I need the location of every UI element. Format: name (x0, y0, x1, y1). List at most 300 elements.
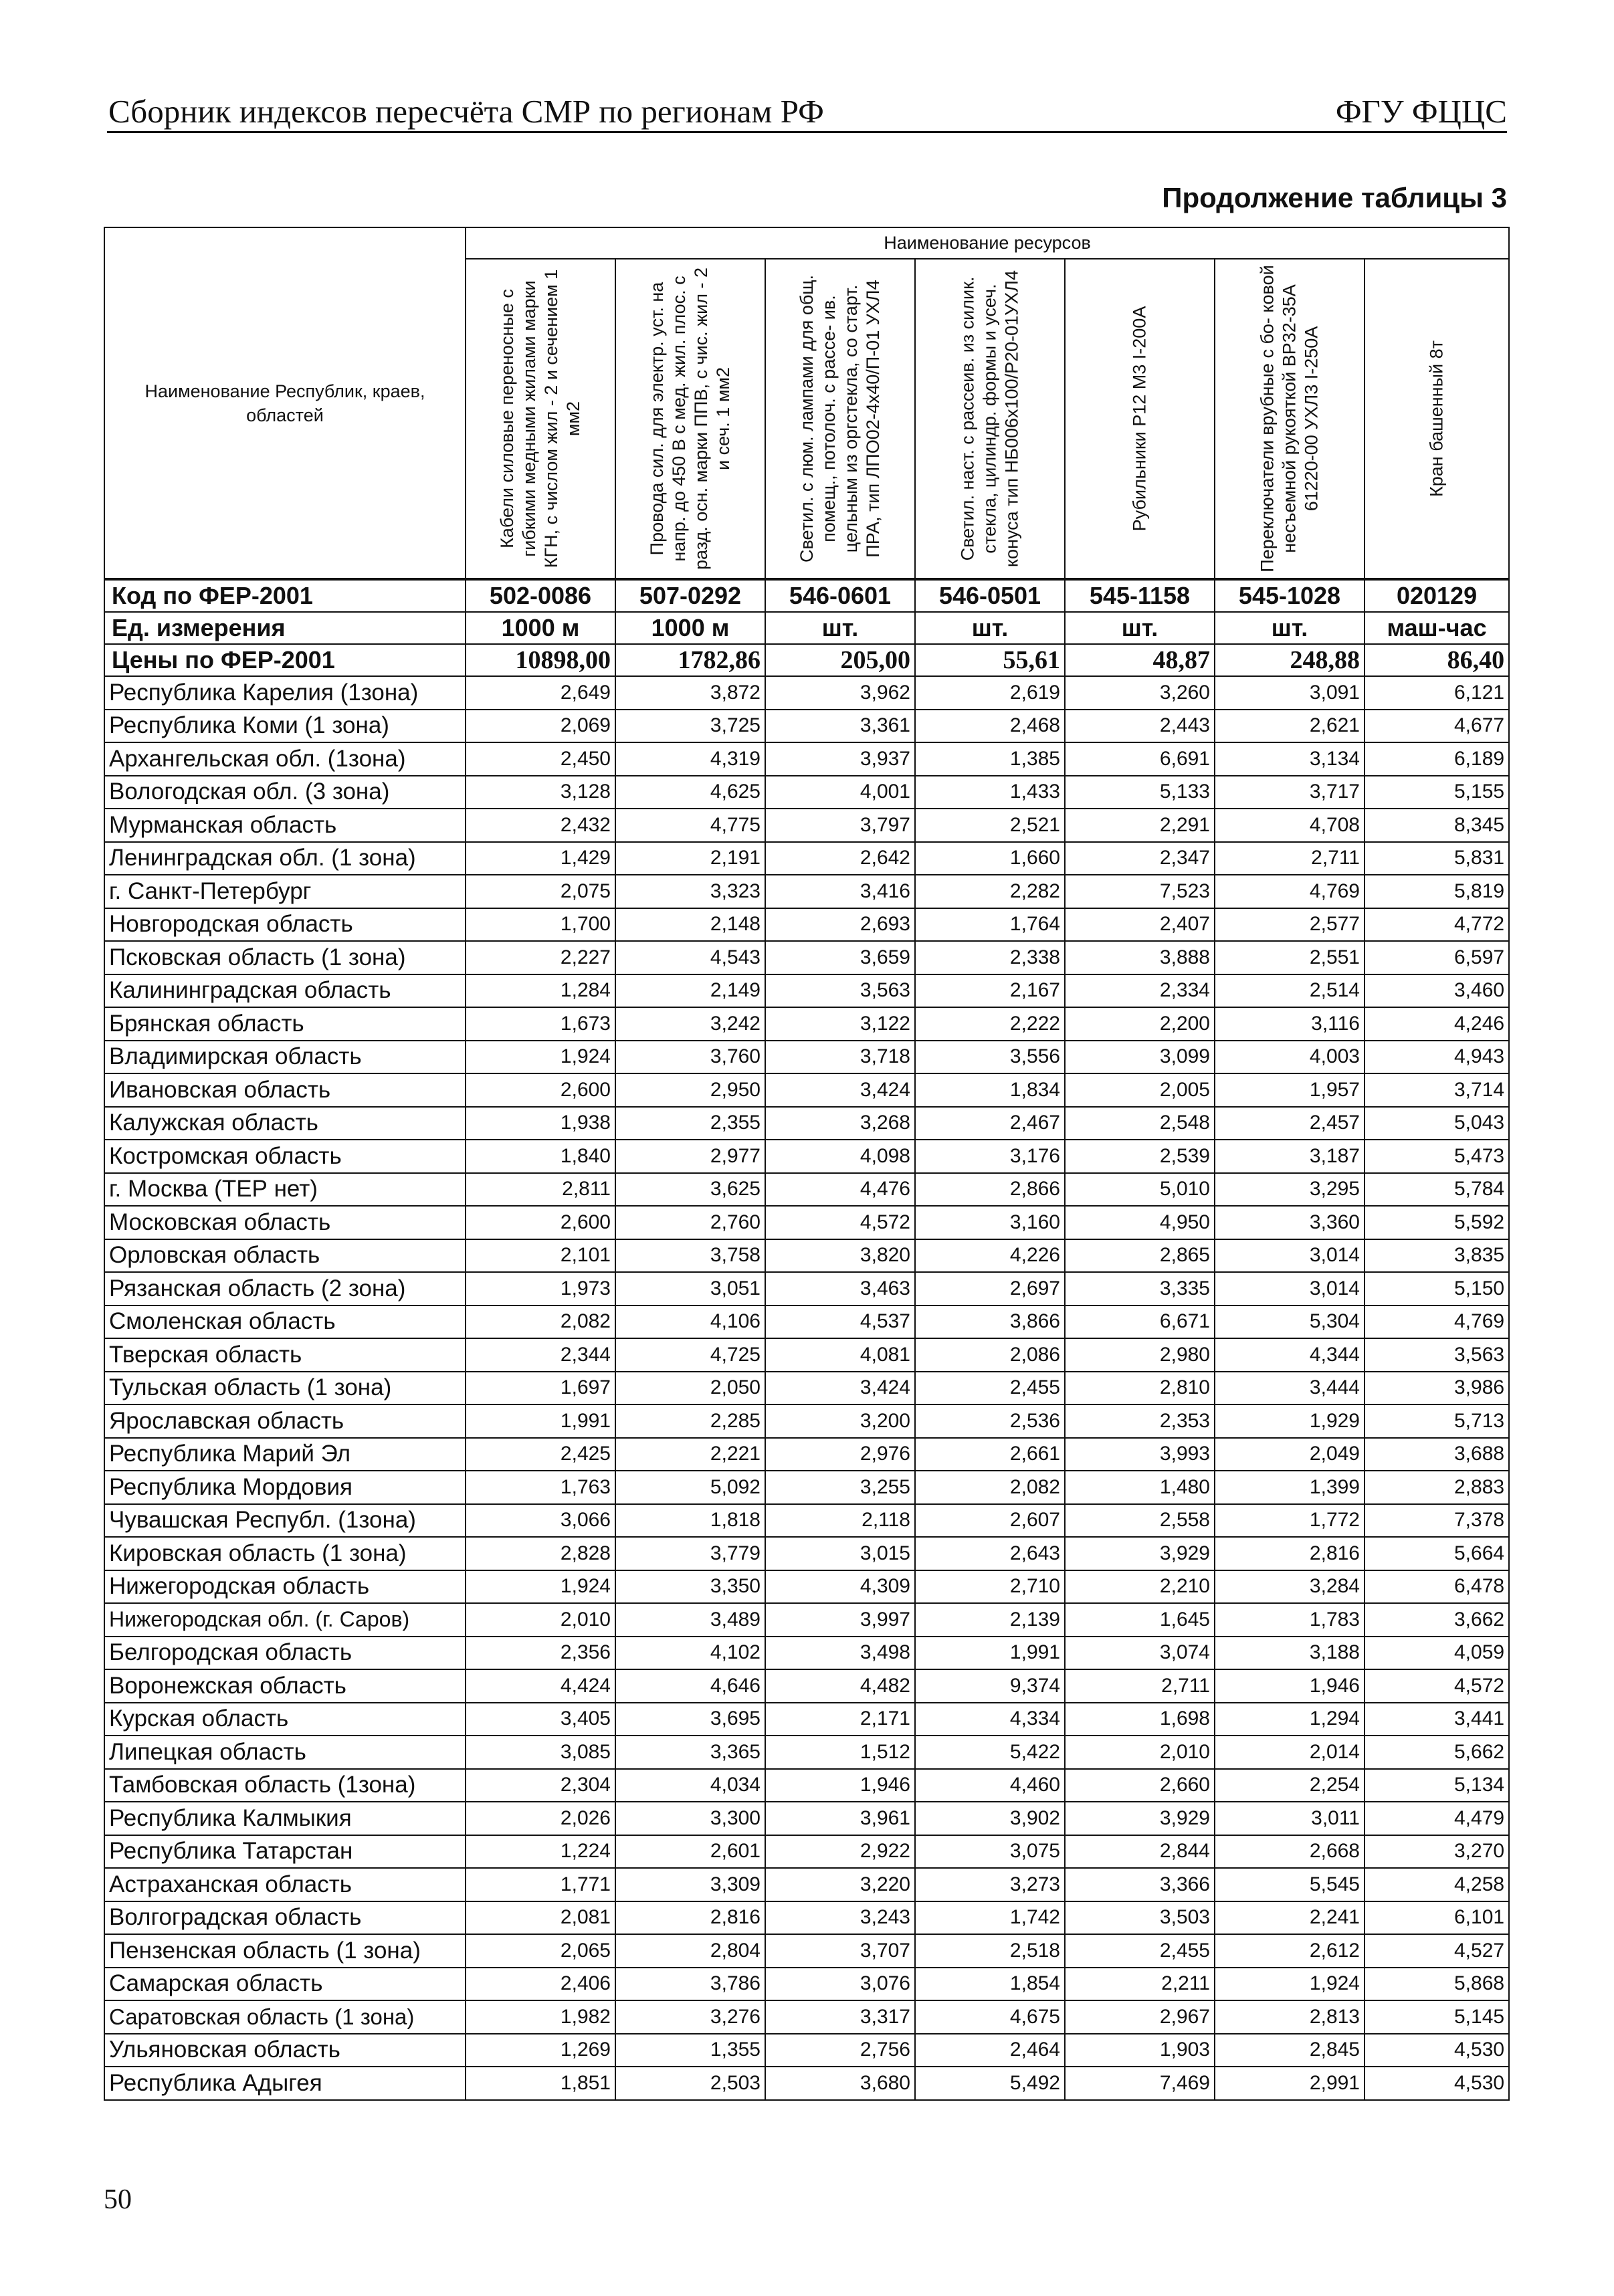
index-value: 1,903 (1065, 2034, 1215, 2067)
index-value: 2,600 (466, 1073, 615, 1107)
index-value: 2,865 (1065, 1239, 1215, 1273)
index-value: 5,784 (1365, 1173, 1509, 1207)
index-value: 3,986 (1365, 1372, 1509, 1405)
index-value: 3,725 (615, 710, 765, 743)
resource-unit: 1000 м (615, 612, 765, 644)
region-name: Калужская область (104, 1107, 466, 1140)
index-value: 2,804 (615, 1934, 765, 1968)
index-value: 3,360 (1215, 1206, 1365, 1239)
index-value: 3,317 (765, 2000, 915, 2034)
index-value: 2,503 (615, 2067, 765, 2100)
index-value: 1,742 (915, 1901, 1065, 1935)
price-row-label: Цены по ФЕР-2001 (104, 644, 466, 676)
index-value: 3,937 (765, 742, 915, 776)
index-value: 2,514 (1215, 974, 1365, 1008)
index-value: 3,888 (1065, 941, 1215, 974)
region-name: г. Санкт-Петербург (104, 875, 466, 908)
index-value: 2,254 (1215, 1769, 1365, 1802)
index-value: 2,347 (1065, 842, 1215, 875)
index-value: 3,556 (915, 1041, 1065, 1074)
index-value: 3,424 (765, 1073, 915, 1107)
index-value: 6,597 (1365, 941, 1509, 974)
resource-unit: 1000 м (466, 612, 615, 644)
region-name: Мурманская область (104, 809, 466, 842)
index-value: 2,285 (615, 1404, 765, 1438)
index-value: 2,976 (765, 1438, 915, 1471)
index-value: 3,220 (765, 1868, 915, 1901)
index-value: 2,407 (1065, 908, 1215, 942)
index-value: 3,200 (765, 1404, 915, 1438)
index-value: 3,160 (915, 1206, 1065, 1239)
index-value: 2,467 (915, 1107, 1065, 1140)
index-value: 4,319 (615, 742, 765, 776)
index-value: 3,176 (915, 1140, 1065, 1173)
index-value: 2,171 (765, 1703, 915, 1736)
region-name: Чувашская Республ. (1зона) (104, 1504, 466, 1538)
index-value: 2,816 (1215, 1537, 1365, 1570)
table-row (104, 1669, 1509, 1703)
table-row (104, 842, 1509, 875)
region-name: Вологодская обл. (3 зона) (104, 776, 466, 809)
index-value: 3,779 (615, 1537, 765, 1570)
table-row (104, 1239, 1509, 1273)
index-value: 4,226 (915, 1239, 1065, 1273)
table-row (104, 1901, 1509, 1935)
resource-code: 546-0501 (915, 579, 1065, 612)
index-value: 2,356 (466, 1637, 615, 1670)
index-value: 5,713 (1365, 1404, 1509, 1438)
region-name: Республика Адыгея (104, 2067, 466, 2100)
region-name: Волгоградская область (104, 1901, 466, 1935)
region-name: Ивановская область (104, 1073, 466, 1107)
region-name: Тверская область (104, 1338, 466, 1372)
table-row (104, 1107, 1509, 1140)
index-value: 2,200 (1065, 1007, 1215, 1041)
region-name: Тульская область (1 зона) (104, 1372, 466, 1405)
index-value: 3,718 (765, 1041, 915, 1074)
index-value: 2,149 (615, 974, 765, 1008)
index-value: 3,786 (615, 1968, 765, 2001)
index-value: 4,059 (1365, 1637, 1509, 1670)
index-value: 4,034 (615, 1769, 765, 1802)
index-value: 1,429 (466, 842, 615, 875)
table-row (104, 1306, 1509, 1339)
index-value: 4,530 (1365, 2034, 1509, 2067)
page-number: 50 (104, 2184, 132, 2215)
index-value: 2,521 (915, 809, 1065, 842)
region-name: Белгородская область (104, 1637, 466, 1670)
index-value: 3,714 (1365, 1073, 1509, 1107)
index-value: 2,118 (765, 1504, 915, 1538)
table-row (104, 1570, 1509, 1604)
region-name: Владимирская область (104, 1041, 466, 1074)
table-row (104, 1007, 1509, 1041)
index-value: 1,924 (466, 1570, 615, 1604)
index-value: 2,548 (1065, 1107, 1215, 1140)
index-value: 2,922 (765, 1835, 915, 1869)
region-name: Калининградская область (104, 974, 466, 1008)
index-value: 4,772 (1365, 908, 1509, 942)
index-value: 4,258 (1365, 1868, 1509, 1901)
index-value: 2,425 (466, 1438, 615, 1471)
index-value: 2,406 (466, 1968, 615, 2001)
resource-description-cell (915, 259, 1065, 579)
table-row (104, 1471, 1509, 1504)
resource-unit: шт. (1065, 612, 1215, 644)
index-value: 2,845 (1215, 2034, 1365, 2067)
table-row (104, 1372, 1509, 1405)
index-value: 1,851 (466, 2067, 615, 2100)
index-value: 5,492 (915, 2067, 1065, 2100)
index-value: 3,335 (1065, 1272, 1215, 1306)
index-value: 5,150 (1365, 1272, 1509, 1306)
index-value: 7,378 (1365, 1504, 1509, 1538)
table-row (104, 1272, 1509, 1306)
table-row (104, 1438, 1509, 1471)
index-value: 4,572 (1365, 1669, 1509, 1703)
resource-price: 86,40 (1365, 644, 1509, 676)
resource-description: Светил. наст. с рассеив. из силик. стекла, цилиндр. формы и усеч. конуса тип НБ006x100/Р20-01УХЛ4 (957, 270, 1022, 568)
index-value: 2,668 (1215, 1835, 1365, 1869)
table-row (104, 941, 1509, 974)
index-value: 3,014 (1215, 1272, 1365, 1306)
index-value: 2,601 (615, 1835, 765, 1869)
region-name: Брянская область (104, 1007, 466, 1041)
index-value: 2,518 (915, 1934, 1065, 1968)
index-value: 2,344 (466, 1338, 615, 1372)
unit-row (104, 612, 1509, 644)
region-name: Республика Карелия (1зона) (104, 676, 466, 710)
resource-price: 248,88 (1215, 644, 1365, 676)
index-value: 6,121 (1365, 676, 1509, 710)
index-value: 1,355 (615, 2034, 765, 2067)
index-value: 3,116 (1215, 1007, 1365, 1041)
index-value: 1,946 (1215, 1669, 1365, 1703)
index-value: 1,763 (466, 1471, 615, 1504)
resource-description: Кабели силовые переносные с гибкими медными жилами марки КГН, с числом жил - 2 и сечением 1 мм2 (497, 269, 583, 568)
region-name: Ульяновская область (104, 2034, 466, 2067)
index-value: 3,091 (1215, 676, 1365, 710)
index-value: 3,188 (1215, 1637, 1365, 1670)
index-value: 2,710 (915, 1570, 1065, 1604)
index-value: 4,482 (765, 1669, 915, 1703)
index-value: 3,242 (615, 1007, 765, 1041)
table-row (104, 1073, 1509, 1107)
index-value: 3,014 (1215, 1239, 1365, 1273)
table-row (104, 1338, 1509, 1372)
index-value: 2,227 (466, 941, 615, 974)
index-value: 3,122 (765, 1007, 915, 1041)
index-value: 4,424 (466, 1669, 615, 1703)
index-value: 9,374 (915, 1669, 1065, 1703)
index-value: 2,536 (915, 1404, 1065, 1438)
index-table-container (104, 227, 1508, 2101)
index-value: 1,783 (1215, 1603, 1365, 1637)
document-title: Сборник индексов пересчёта СМР по регионам РФ (108, 93, 824, 130)
index-value: 2,010 (1065, 1736, 1215, 1769)
index-value: 2,711 (1215, 842, 1365, 875)
resource-description-cell (1065, 259, 1215, 579)
region-name: Республика Калмыкия (104, 1802, 466, 1835)
index-value: 3,758 (615, 1239, 765, 1273)
index-value: 5,592 (1365, 1206, 1509, 1239)
index-value: 1,294 (1215, 1703, 1365, 1736)
index-value: 2,980 (1065, 1338, 1215, 1372)
index-value: 3,872 (615, 676, 765, 710)
region-name: Ленинградская обл. (1 зона) (104, 842, 466, 875)
index-value: 4,001 (765, 776, 915, 809)
index-value: 1,771 (466, 1868, 615, 1901)
index-value: 2,101 (466, 1239, 615, 1273)
index-value: 2,050 (615, 1372, 765, 1405)
index-value: 3,255 (765, 1471, 915, 1504)
index-value: 5,133 (1065, 776, 1215, 809)
index-value: 2,014 (1215, 1736, 1365, 1769)
index-value: 2,065 (466, 1934, 615, 1968)
index-value: 4,344 (1215, 1338, 1365, 1372)
table-row (104, 974, 1509, 1008)
index-value: 2,443 (1065, 710, 1215, 743)
resource-description-cell (765, 259, 915, 579)
index-value: 5,545 (1215, 1868, 1365, 1901)
table-row (104, 1769, 1509, 1802)
index-value: 2,577 (1215, 908, 1365, 942)
table-row (104, 1041, 1509, 1074)
index-value: 3,051 (615, 1272, 765, 1306)
resources-header: Наименование ресурсов (466, 227, 1509, 259)
index-table (104, 227, 1510, 2101)
index-value: 3,866 (915, 1306, 1065, 1339)
index-value: 1,834 (915, 1073, 1065, 1107)
index-value: 2,026 (466, 1802, 615, 1835)
index-value: 2,455 (915, 1372, 1065, 1405)
index-value: 5,473 (1365, 1140, 1509, 1173)
region-name: Рязанская область (2 зона) (104, 1272, 466, 1306)
index-value: 2,049 (1215, 1438, 1365, 1471)
index-value: 4,543 (615, 941, 765, 974)
index-value: 2,191 (615, 842, 765, 875)
index-value: 2,866 (915, 1173, 1065, 1207)
index-value: 3,074 (1065, 1637, 1215, 1670)
index-value: 2,211 (1065, 1968, 1215, 2001)
index-value: 2,167 (915, 974, 1065, 1008)
index-value: 6,478 (1365, 1570, 1509, 1604)
table-row (104, 676, 1509, 710)
index-value: 4,476 (765, 1173, 915, 1207)
table-row (104, 1140, 1509, 1173)
index-value: 3,688 (1365, 1438, 1509, 1471)
index-value: 1,433 (915, 776, 1065, 809)
index-value: 1,854 (915, 1968, 1065, 2001)
table-row (104, 1968, 1509, 2001)
index-value: 2,304 (466, 1769, 615, 1802)
index-value: 1,269 (466, 2034, 615, 2067)
index-value: 3,929 (1065, 1537, 1215, 1570)
resource-description-cell (1215, 259, 1365, 579)
table-row (104, 2000, 1509, 2034)
index-value: 4,725 (615, 1338, 765, 1372)
index-value: 2,464 (915, 2034, 1065, 2067)
table-row (104, 776, 1509, 809)
index-value: 4,943 (1365, 1041, 1509, 1074)
index-value: 4,950 (1065, 1206, 1215, 1239)
index-value: 4,775 (615, 809, 765, 842)
region-name: Республика Татарстан (104, 1835, 466, 1869)
resource-description: Светил. с люм. лампами для общ. помещ., потолоч. с рассе- ив. цельным из оргстекла, со старт. ПРА, тип ЛПО02-4x40/П-01 УХЛ4 (797, 274, 883, 563)
index-value: 3,323 (615, 875, 765, 908)
table-row (104, 1404, 1509, 1438)
table-row (104, 742, 1509, 776)
index-value: 3,134 (1215, 742, 1365, 776)
region-name: Саратовская область (1 зона) (104, 2000, 466, 2034)
index-value: 3,961 (765, 1802, 915, 1835)
index-value: 1,991 (915, 1637, 1065, 1670)
index-value: 4,530 (1365, 2067, 1509, 2100)
index-value: 4,081 (765, 1338, 915, 1372)
table-row (104, 2067, 1509, 2100)
region-name: Московская область (104, 1206, 466, 1239)
index-value: 3,441 (1365, 1703, 1509, 1736)
table-row (104, 1703, 1509, 1736)
index-value: 2,991 (1215, 2067, 1365, 2100)
index-value: 4,572 (765, 1206, 915, 1239)
index-value: 4,003 (1215, 1041, 1365, 1074)
index-value: 2,697 (915, 1272, 1065, 1306)
resource-price: 10898,00 (466, 644, 615, 676)
index-value: 3,563 (1365, 1338, 1509, 1372)
index-value: 2,621 (1215, 710, 1365, 743)
index-value: 3,680 (765, 2067, 915, 2100)
index-value: 2,828 (466, 1537, 615, 1570)
index-value: 1,991 (466, 1404, 615, 1438)
region-name: Курская область (104, 1703, 466, 1736)
index-value: 2,643 (915, 1537, 1065, 1570)
index-value: 3,659 (765, 941, 915, 974)
index-value: 1,772 (1215, 1504, 1365, 1538)
region-name: Тамбовская область (1зона) (104, 1769, 466, 1802)
index-value: 4,677 (1365, 710, 1509, 743)
region-name: Нижегородская обл. (г. Саров) (104, 1603, 466, 1637)
index-value: 1,957 (1215, 1073, 1365, 1107)
index-value: 2,558 (1065, 1504, 1215, 1538)
table-row (104, 809, 1509, 842)
index-value: 3,498 (765, 1637, 915, 1670)
region-name: Республика Коми (1 зона) (104, 710, 466, 743)
index-value: 2,551 (1215, 941, 1365, 974)
index-value: 2,756 (765, 2034, 915, 2067)
index-value: 2,069 (466, 710, 615, 743)
index-value: 1,224 (466, 1835, 615, 1869)
index-value: 2,075 (466, 875, 615, 908)
index-value: 5,831 (1365, 842, 1509, 875)
resource-code: 502-0086 (466, 579, 615, 612)
region-name-header: Наименование Республик, краев, областей (104, 227, 466, 579)
table-row (104, 1868, 1509, 1901)
index-value: 2,813 (1215, 2000, 1365, 2034)
index-value: 2,977 (615, 1140, 765, 1173)
resource-unit: шт. (765, 612, 915, 644)
index-value: 1,698 (1065, 1703, 1215, 1736)
index-value: 3,717 (1215, 776, 1365, 809)
index-value: 1,660 (915, 842, 1065, 875)
table-row (104, 1835, 1509, 1869)
table-row (104, 1537, 1509, 1570)
index-value: 5,662 (1365, 1736, 1509, 1769)
index-value: 4,769 (1365, 1306, 1509, 1339)
index-value: 3,662 (1365, 1603, 1509, 1637)
index-value: 2,883 (1365, 1471, 1509, 1504)
region-name: Смоленская область (104, 1306, 466, 1339)
index-value: 1,385 (915, 742, 1065, 776)
resource-unit: шт. (915, 612, 1065, 644)
index-value: 1,924 (466, 1041, 615, 1074)
index-value: 2,139 (915, 1603, 1065, 1637)
index-value: 7,469 (1065, 2067, 1215, 2100)
index-value: 2,950 (615, 1073, 765, 1107)
index-value: 2,338 (915, 941, 1065, 974)
index-value: 2,353 (1065, 1404, 1215, 1438)
resource-price: 48,87 (1065, 644, 1215, 676)
index-value: 5,422 (915, 1736, 1065, 1769)
resource-price: 205,00 (765, 644, 915, 676)
index-value: 3,309 (615, 1868, 765, 1901)
region-name: Псковская область (1 зона) (104, 941, 466, 974)
region-name: Республика Мордовия (104, 1471, 466, 1504)
index-value: 3,011 (1215, 1802, 1365, 1835)
index-value: 3,424 (765, 1372, 915, 1405)
index-value: 3,695 (615, 1703, 765, 1736)
region-name: г. Москва (ТЕР нет) (104, 1173, 466, 1207)
unit-row-label: Ед. измерения (104, 612, 466, 644)
index-value: 3,902 (915, 1802, 1065, 1835)
index-value: 2,711 (1065, 1669, 1215, 1703)
resource-description: Провода сил. для электр. уст. на напр. до 450 В с мед. жил. плос. с разд. осн. марки ППВ, с чис. жил - 2 и сеч. 1 мм2 (647, 267, 733, 570)
index-value: 2,210 (1065, 1570, 1215, 1604)
resource-description: Кран башенный 8т (1426, 340, 1447, 497)
index-value: 1,924 (1215, 1968, 1365, 2001)
resource-unit: шт. (1215, 612, 1365, 644)
index-value: 2,334 (1065, 974, 1215, 1008)
resource-price: 55,61 (915, 644, 1065, 676)
resource-description: Рубильники Р12 М3 I-200А (1129, 306, 1150, 532)
index-value: 2,241 (1215, 1901, 1365, 1935)
index-value: 5,664 (1365, 1537, 1509, 1570)
index-value: 3,835 (1365, 1239, 1509, 1273)
index-value: 5,868 (1365, 1968, 1509, 2001)
index-value: 3,295 (1215, 1173, 1365, 1207)
index-value: 2,660 (1065, 1769, 1215, 1802)
table-row (104, 1206, 1509, 1239)
index-value: 1,480 (1065, 1471, 1215, 1504)
region-name: Астраханская область (104, 1868, 466, 1901)
index-value: 4,246 (1365, 1007, 1509, 1041)
table-row (104, 1637, 1509, 1670)
index-value: 3,365 (615, 1736, 765, 1769)
index-value: 2,612 (1215, 1934, 1365, 1968)
index-value: 2,005 (1065, 1073, 1215, 1107)
code-row (104, 579, 1509, 612)
index-value: 2,282 (915, 875, 1065, 908)
index-value: 5,043 (1365, 1107, 1509, 1140)
index-value: 1,973 (466, 1272, 615, 1306)
index-value: 3,243 (765, 1901, 915, 1935)
index-value: 5,155 (1365, 776, 1509, 809)
index-value: 5,145 (1365, 2000, 1509, 2034)
table-body (104, 579, 1509, 2100)
index-value: 3,405 (466, 1703, 615, 1736)
index-value: 3,260 (1065, 676, 1215, 710)
region-name: Новгородская область (104, 908, 466, 942)
